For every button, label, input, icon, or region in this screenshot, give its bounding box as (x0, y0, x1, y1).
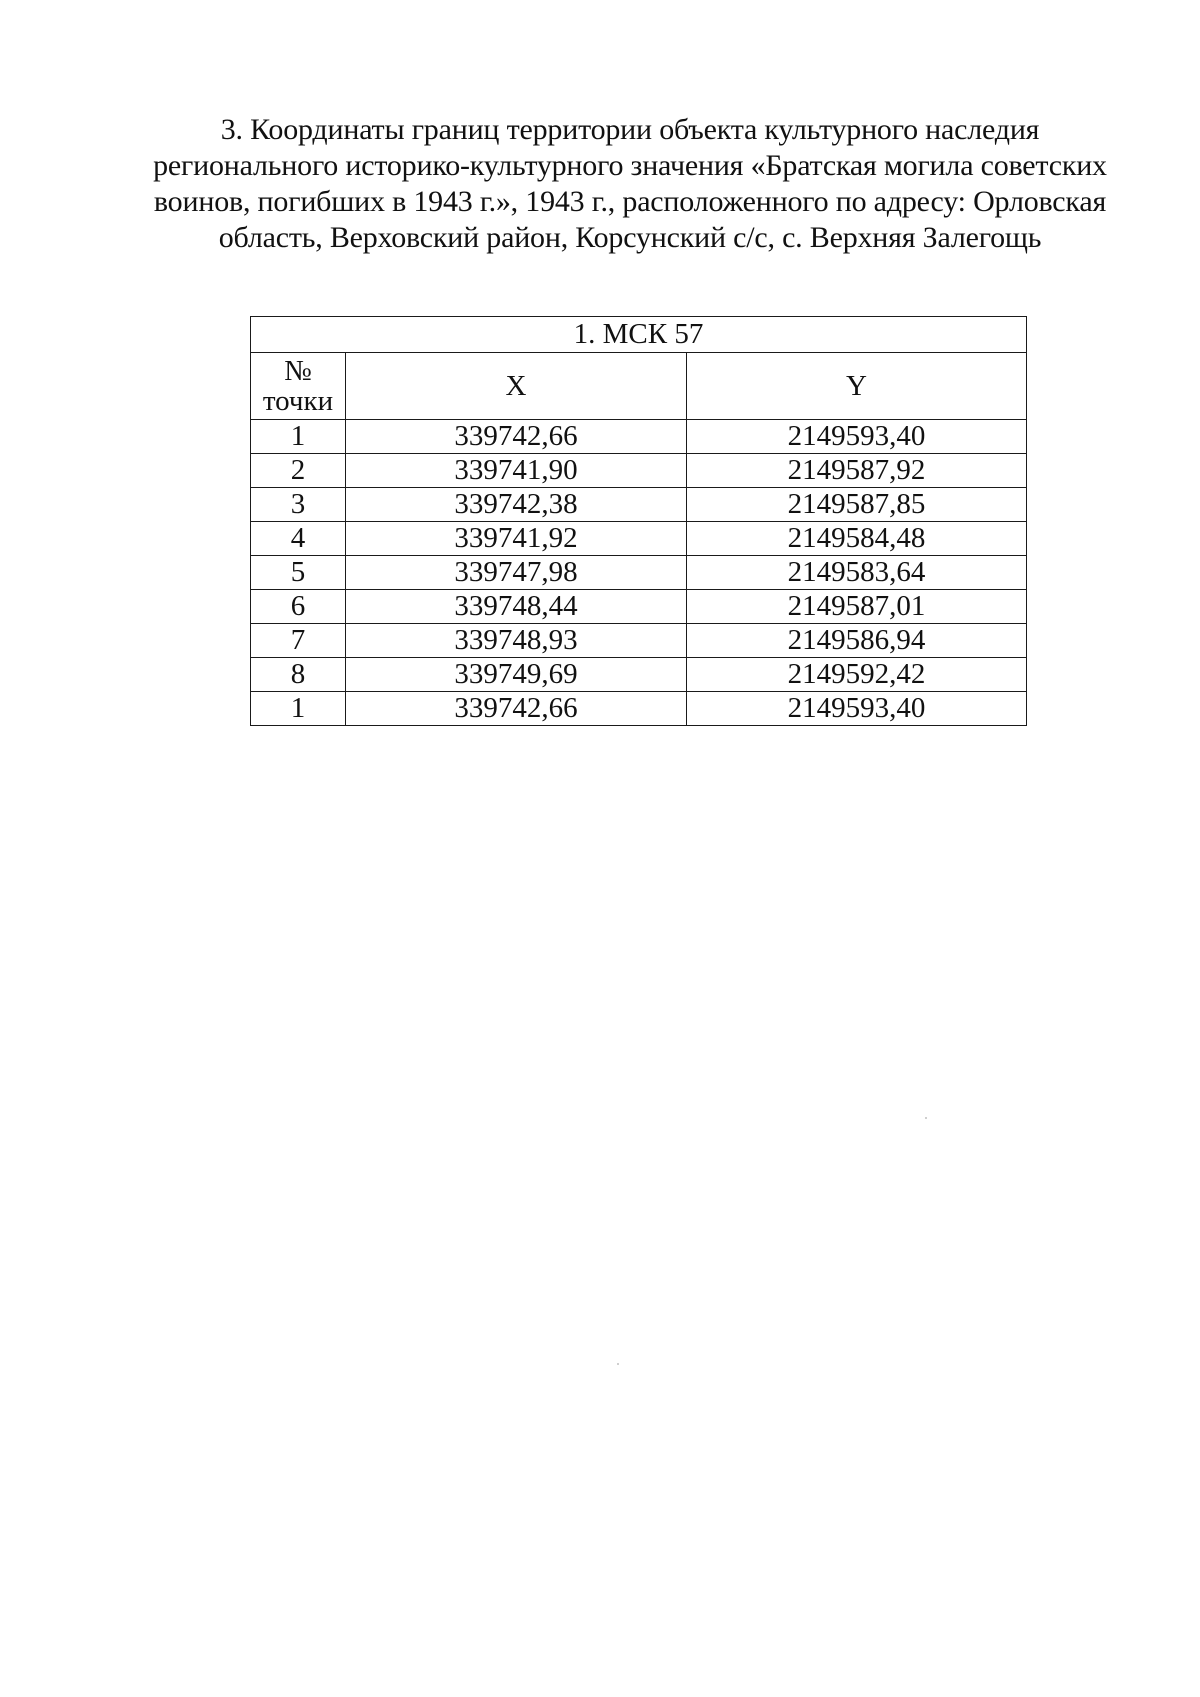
point-number-header (251, 353, 346, 420)
point-number-cell: 1 (251, 692, 346, 726)
y-coordinate-cell: 2149593,40 (687, 420, 1027, 454)
y-coordinate-cell: 2149587,85 (687, 488, 1027, 522)
x-coordinate-cell: 339747,98 (346, 556, 687, 590)
y-coordinate-cell: 2149583,64 (687, 556, 1027, 590)
heading-line: воинов, погибших в 1943 г.», 1943 г., расположенного по адресу: Орловская (153, 185, 1107, 218)
heading-line: 3. Координаты границ территории объекта культурного наследия (220, 113, 1040, 146)
table-row (251, 556, 1027, 590)
coordinate-system-row (251, 317, 1027, 353)
x-coordinate-cell: 339748,93 (346, 624, 687, 658)
point-number-cell: 2 (251, 454, 346, 488)
x-coordinate-cell: 339742,38 (346, 488, 687, 522)
y-coordinate-cell: 2149593,40 (687, 692, 1027, 726)
coordinate-system-title: 1. МСК 57 (251, 317, 1027, 353)
document-heading (150, 112, 1110, 256)
y-coordinate-cell: 2149587,01 (687, 590, 1027, 624)
x-coordinate-cell: 339749,69 (346, 658, 687, 692)
point-number-cell: 3 (251, 488, 346, 522)
point-number-cell: 6 (251, 590, 346, 624)
x-coordinate-cell: 339748,44 (346, 590, 687, 624)
column-header-row (251, 353, 1027, 420)
point-number-cell: 1 (251, 420, 346, 454)
point-number-header-line1: № (284, 355, 312, 387)
table-body (251, 420, 1027, 726)
x-coordinate-cell: 339741,92 (346, 522, 687, 556)
heading-line: регионального историко-культурного значения «Братская могила советских (153, 149, 1107, 182)
point-number-cell: 7 (251, 624, 346, 658)
table-row (251, 454, 1027, 488)
x-coordinate-cell: 339742,66 (346, 420, 687, 454)
y-coordinate-cell: 2149584,48 (687, 522, 1027, 556)
point-number-cell: 4 (251, 522, 346, 556)
table-row (251, 488, 1027, 522)
scan-speck (925, 1117, 927, 1119)
point-number-header-line2: точки (262, 385, 334, 417)
y-coordinate-cell: 2149587,92 (687, 454, 1027, 488)
heading-line: область, Верховский район, Корсунский с/с, с. Верхняя Залегощь (218, 221, 1042, 254)
table-row (251, 590, 1027, 624)
table-row (251, 522, 1027, 556)
x-coordinate-cell: 339741,90 (346, 454, 687, 488)
table-header (251, 317, 1027, 420)
table-row (251, 692, 1027, 726)
table-row (251, 624, 1027, 658)
x-column-header: X (346, 353, 687, 420)
x-coordinate-cell: 339742,66 (346, 692, 687, 726)
point-number-cell: 5 (251, 556, 346, 590)
y-column-header: Y (687, 353, 1027, 420)
table-row (251, 658, 1027, 692)
y-coordinate-cell: 2149592,42 (687, 658, 1027, 692)
table-row (251, 420, 1027, 454)
coordinates-table (250, 316, 1027, 726)
scan-speck (617, 1363, 619, 1365)
point-number-cell: 8 (251, 658, 346, 692)
y-coordinate-cell: 2149586,94 (687, 624, 1027, 658)
